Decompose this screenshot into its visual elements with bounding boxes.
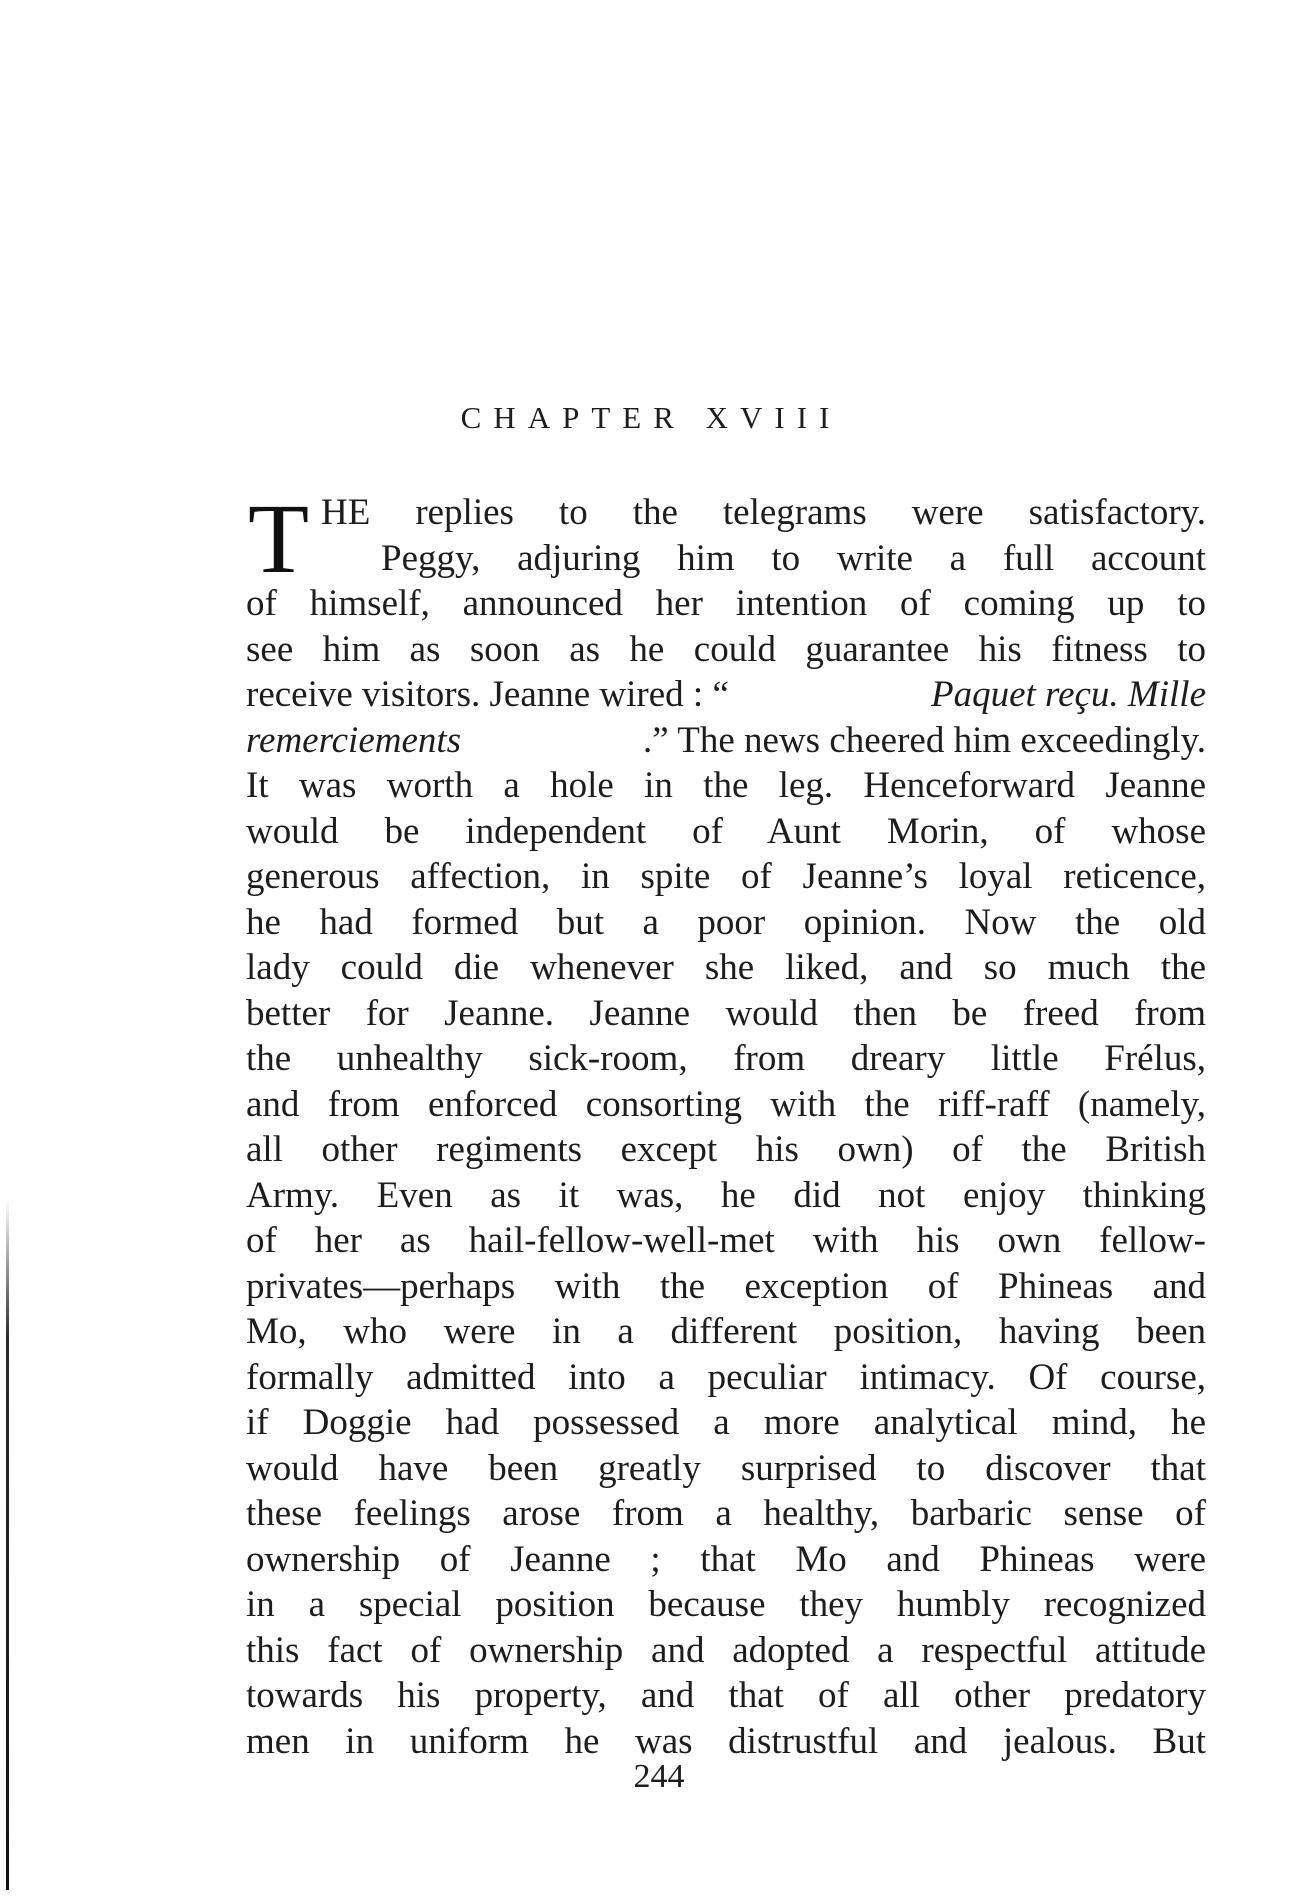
text-line: would be independent of Aunt Morin, of whose xyxy=(246,810,1206,852)
text-line: lady could die whenever she liked, and so much the xyxy=(246,947,1206,988)
text-line: he had formed but a poor opinion. Now the old xyxy=(246,901,1206,943)
text-line: of her as hail-fellow-well-met with his own fellow- xyxy=(246,1220,1206,1261)
text-line: towards his property, and that of all other predatory xyxy=(246,1675,1206,1716)
text-line: It was worth a hole in the leg. Henceforward Jeanne xyxy=(246,765,1206,806)
text-line: HE replies to the telegrams were satisfactory. xyxy=(321,492,1206,533)
text-line: ownership of Jeanne ; that Mo and Phineas were xyxy=(246,1538,1206,1580)
text-line: the unhealthy sick-room, from dreary little Frélus, xyxy=(246,1038,1206,1079)
drop-cap: T xyxy=(248,483,310,594)
text-line: Peggy, adjuring him to write a full account xyxy=(381,537,1206,579)
text-line: see him as soon as he could guarantee his fitness to xyxy=(246,628,1206,670)
text-line: generous affection, in spite of Jeanne’s loyal reticence, xyxy=(246,856,1206,897)
text-line: formally admitted into a peculiar intimacy. Of course, xyxy=(246,1356,1206,1398)
text-line: of himself, announced her intention of coming up to xyxy=(246,583,1206,624)
text-line: receive visitors. Jeanne wired : “ Paquet reçu. Mille xyxy=(246,674,1206,715)
text-line: Mo, who were in a different position, having been xyxy=(246,1311,1206,1352)
text-line: all other regiments except his own) of the British xyxy=(246,1129,1206,1170)
text-line: in a special position because they humbly recognized xyxy=(246,1584,1206,1625)
text-line: better for Jeanne. Jeanne would then be freed from xyxy=(246,992,1206,1034)
text-line: remerciements .” The news cheered him exceedingly. xyxy=(246,719,1206,761)
text-line: privates—perhaps with the exception of Phineas and xyxy=(246,1265,1206,1307)
chapter-heading: CHAPTER XVIII xyxy=(460,400,842,435)
text-line: if Doggie had possessed a more analytical mind, he xyxy=(246,1402,1206,1443)
body-text xyxy=(246,483,1206,1764)
text-line: would have been greatly surprised to discover that xyxy=(246,1447,1206,1489)
text-line: this fact of ownership and adopted a respectful attitude xyxy=(246,1629,1206,1671)
text-line: these feelings arose from a healthy, barbaric sense of xyxy=(246,1493,1206,1534)
text-line: and from enforced consorting with the riff-raff (namely, xyxy=(246,1083,1206,1125)
text-line: Army. Even as it was, he did not enjoy thinking xyxy=(246,1174,1206,1216)
page-number: 244 xyxy=(633,1758,685,1795)
text-line: men in uniform he was distrustful and jealous. But xyxy=(246,1720,1206,1762)
